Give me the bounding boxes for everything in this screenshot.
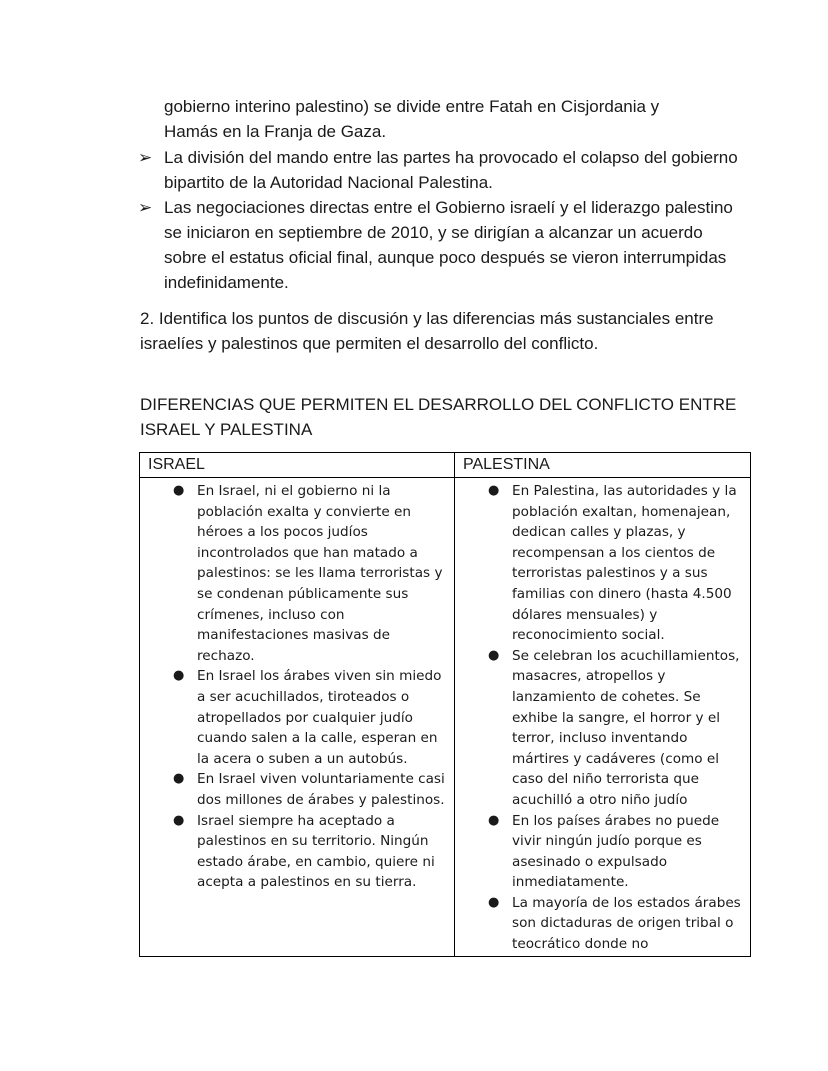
arrow-bullet-text: Las negociaciones directas entre el Gobierno israelí y el liderazgo palestino se iniciaron en septiembre de 2010, y se dirigían a alcanzar un acuerdo sobre el estatus oficial final, aunque poco después se vieron interrumpidas indefinidamente. — [164, 198, 733, 292]
israel-list-item: ● En Israel viven voluntariamente casi dos millones de árabes y palestinos. — [173, 771, 445, 808]
israel-list-item: ● En Israel, ni el gobierno ni la población exalta y convierte en héroes a los pocos judíos incontrolados que han matado a palestinos: se les llama terroristas y se condenan públicamente sus crímenes, incluso con manifestaciones masivas de rechazo. — [173, 483, 443, 664]
section-heading: DIFERENCIAS QUE PERMITEN EL DESARROLLO DEL CONFLICTO ENTRE ISRAEL Y PALESTINA — [140, 395, 737, 439]
israel-list — [140, 478, 454, 893]
bullet-dot-icon: ● — [173, 483, 185, 498]
bullet-dot-icon: ● — [488, 812, 500, 828]
israel-list-item: ● En Israel los árabes viven sin miedo a ser acuchillados, tiroteados o atropellados por cualquier judío cuando salen a la calle, esperan en la acera o suben a un autobús. — [173, 668, 442, 767]
palestina-cell — [455, 478, 751, 957]
israel-list-item: ● Israel siempre ha aceptado a palestinos en su territorio. Ningún estado árabe, en cambio, quiere ni acepta a palestinos en su tierra. — [173, 812, 435, 891]
bullet-dot-icon: ● — [173, 812, 185, 828]
palestina-list-item: ● Se celebran los acuchillamientos, masacres, atropellos y lanzamiento de cohetes. Se exhibe la sangre, el horror y el terror, incluso inventando mártires y cadáveres (como el caso del niño terrorista que acuchilló a otro niño judío — [488, 647, 740, 808]
bullet-dot-icon: ● — [173, 668, 185, 684]
continuation-line: Hamás en la Franja de Gaza. — [164, 122, 387, 141]
palestina-list-item: ● La mayoría de los estados árabes son dictaduras de origen tribal o teocrático donde no — [488, 894, 741, 953]
palestina-column-header: PALESTINA — [455, 453, 751, 478]
israel-column-header: ISRAEL — [140, 453, 455, 478]
palestina-list-item: ● En los países árabes no puede vivir ningún judío porque es asesinado o expulsado inmediatamente. — [488, 812, 720, 891]
arrow-bullet-icon: ➢ — [138, 148, 153, 167]
bullet-dot-icon: ● — [173, 771, 185, 787]
israel-cell — [140, 478, 455, 957]
bullet-dot-icon: ● — [488, 647, 500, 663]
differences-table — [139, 452, 751, 957]
arrow-bullet-icon: ➢ — [138, 198, 153, 217]
palestina-list — [455, 478, 750, 955]
arrow-bullet-item — [138, 145, 738, 195]
bullet-dot-icon: ● — [488, 894, 500, 910]
bullet-dot-icon: ● — [488, 483, 500, 498]
continuation-line: gobierno interino palestino) se divide entre Fatah en Cisjordania y — [164, 97, 660, 116]
arrow-bullet-item — [138, 195, 738, 295]
question-text: 2. Identifica los puntos de discusión y las diferencias más sustanciales entre israelíes y palestinos que permiten el desarrollo del conflicto. — [140, 309, 714, 353]
palestina-list-item: ● En Palestina, las autoridades y la población exaltan, homenajean, dedican calles y plazas, y recompensan a los cientos de terroristas palestinos y a sus familias con dinero (hasta 4.500 dólares mensuales) y reconocimiento social. — [488, 483, 737, 644]
arrow-bullet-text: La división del mando entre las partes ha provocado el colapso del gobierno bipartito de la Autoridad Nacional Palestina. — [164, 148, 738, 192]
